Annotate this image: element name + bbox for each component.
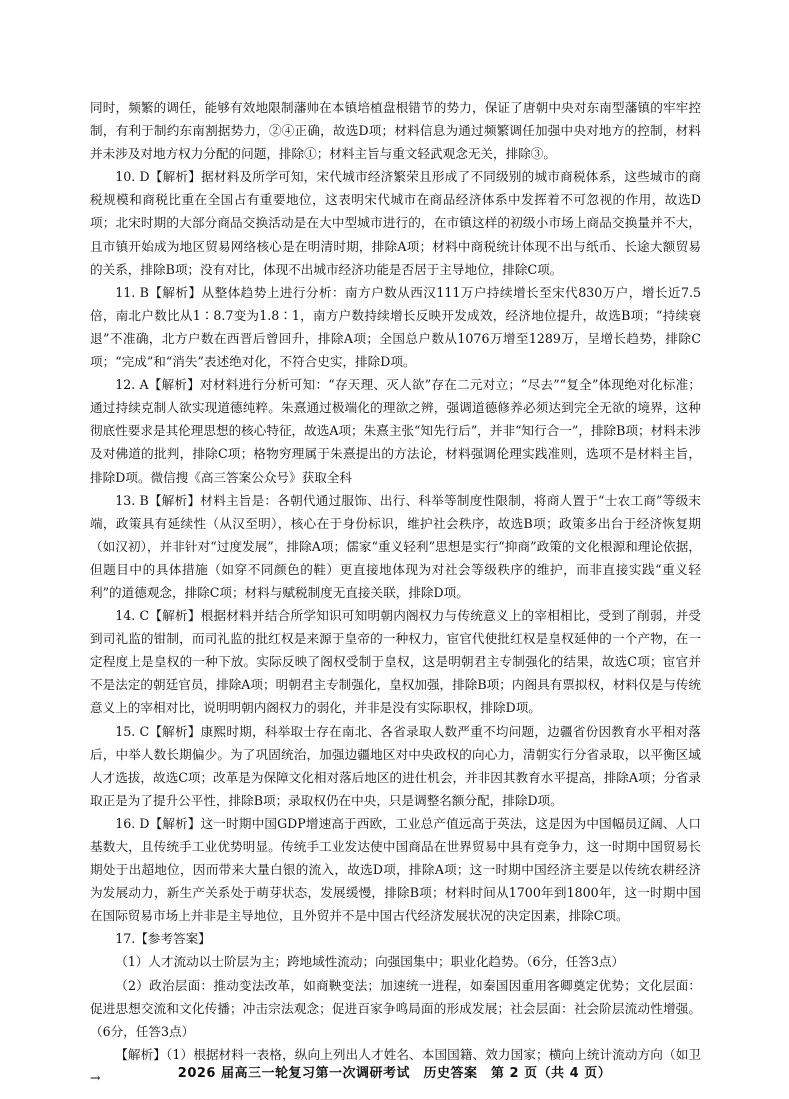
answer-17-part-2: （2）政治层面：推动变法改革，如商鞅变法；加速统一进程，如秦国因重用客卿奠定优势；文化层面：促进思想交流和文化传播；冲击宗法观念；促进百家争鸣局面的形成发展；社会层面：社会阶层流动性增强。（6分，任答3点） [90,977,701,1039]
answer-13: 13. B【解析】材料主旨是：各朝代通过服饰、出行、科举等制度性限制，将商人置于“士农工商”等级末端，政策具有延续性（从汉至明），核心在于身份标识，维护社会秩序，故选B项；政策多出台于经济恢复期（如汉初），并非针对“过度发展”，排除A项；儒家“重义轻利”思想是实行“抑商”政策的文化根源和理论依据，但题目中的具体措施（如穿不同颜色的鞋）更直接地体现为对社会等级秩序的维护，而非直接实践“重义轻利”的道德观念，排除C项；材料与赋税制度无直接关联，排除D项。 [90,492,701,600]
answer-14: 14. C【解析】根据材料并结合所学知识可知明朝内阁权力与传统意义上的宰相相比，受到了削弱，并受到司礼监的钳制，而司礼监的批红权是来源于皇帝的一种权力，宦官代使批红权是皇权延伸的一个产物，在一定程度上是皇权的一种下放。实际反映了阁权受制于皇权，这是明朝君主专制强化的结果，故选C项；宦官并不是法定的朝廷官员，排除A项；明朝君主专制强化，皇权加强，排除B项；内阁具有票拟权，材料仅是与传统意义上的宰相对比，说明明朝内阁权力的弱化，并非是没有实际职权，排除D项。 [90,608,701,716]
answer-10: 10. D【解析】据材料及所学可知，宋代城市经济繁荣且形成了不同级别的城市商税体系，这些城市的商税规模和商税比重在全国占有重要地位，这表明宋代城市在商品经济体系中发挥着不可忽视的作用，故选D项；北宋时期的大部分商品交换活动是在大中型城市进行的，在市镇这样的初级小市场上商品交换量并不大，且市镇开始成为地区贸易网络核心是在明清时期，排除A项；材料中商税统计体现不出与纸币、长途大额贸易的关系，排除B项；没有对比，体现不出城市经济功能是否居于主导地位，排除C项。 [90,169,701,277]
answer-17-analysis: 【解析】（1）根据材料一表格，纵向上列出人才姓名、本国国籍、效力国家；横向上统计流动方向（如卫→ [90,1046,701,1085]
answer-17-part-1: （1）人才流动以士阶层为主；跨地域性流动；向强国集中；职业化趋势。（6分，任答3点） [115,954,625,970]
page-footer: 2026 届高三一轮复习第一次调研考试 历史答案 第 2 页（共 4 页） [177,1066,612,1081]
answer-11: 11. B【解析】从整体趋势上进行分析：南方户数从西汉111万户持续增长至宋代830万户，增长近7.5倍，南北户数比从1∶8.7变为1.8∶1，南方户数持续增长反映开发成效，经济地位提升，故选B项；“持续衰退”不准确，北方户数在西晋后曾回升，排除A项；全国总户数从1076万增至1289万，呈增长趋势，排除C项；“完成”和“消失”表述绝对化，不符合史实，排除D项。 [90,284,701,370]
answer-17-heading: 17.【参考答案】 [115,931,211,947]
answer-12: 12. A【解析】对材料进行分析可知：“存天理、灭人欲”存在二元对立；“尽去”“复全”体现绝对化标准；通过持续克制人欲实现道德纯粹。朱熹通过极端化的理欲之辨，强调道德修养必须达到完全无欲的境界，这种彻底性要求是其伦理思想的核心特征，故选A项；朱熹主张“知先行后”，并非“知行合一”，排除B项；材料未涉及对佛道的批判，排除C项；格物穷理属于朱熹提出的方法论，材料强调伦理实践准则，选项不是材料主旨，排除D项。微信搜《高三答案公众号》获取全科 [90,377,701,485]
answer-15: 15. C【解析】康熙时期，科举取士存在南北、各省录取人数严重不均问题，边疆省份因教育水平相对落后，中举人数长期偏少。为了巩固统治，加强边疆地区对中央政权的向心力，清朝实行分省录取，以平衡区域人才选拔，故选C项；改革是为保障文化相对落后地区的进仕机会，并非因其教育水平提高，排除A项；分省录取正是为了提升公平性，排除B项；录取权仍在中央，只是调整名额分配，排除D项。 [90,723,701,808]
paragraph-continuation: 同时，频繁的调任，能够有效地限制藩帅在本镇培植盘根错节的势力，保证了唐朝中央对东南型藩镇的牢牢控制，有利于制约东南割据势力，②④正确，故选D项；材料信息为通过频繁调任加强中央对地方的控制，材料并未涉及对地方权力分配的问题，排除①；材料主旨与重文轻武观念无关，排除③。 [90,100,701,162]
answer-16: 16. D【解析】这一时期中国GDP增速高于西欧，工业总产值远高于英法，这是因为中国幅员辽阔、人口基数大，且传统手工业优势明显。传统手工业发达使中国商品在世界贸易中具有竞争力，这一时期中国贸易长期处于出超地位，因而带来大量白银的流入，故选D项，排除A项；这一时期中国经济主要是以传统农耕经济为发展动力，新生产关系处于萌芽状态，发展缓慢，排除B项；材料时间从1700年到1800年，这一时期中国在国际贸易市场上并非是主导地位，且外贸并不是中国古代经济发展状况的决定因素，排除C项。 [90,815,701,924]
